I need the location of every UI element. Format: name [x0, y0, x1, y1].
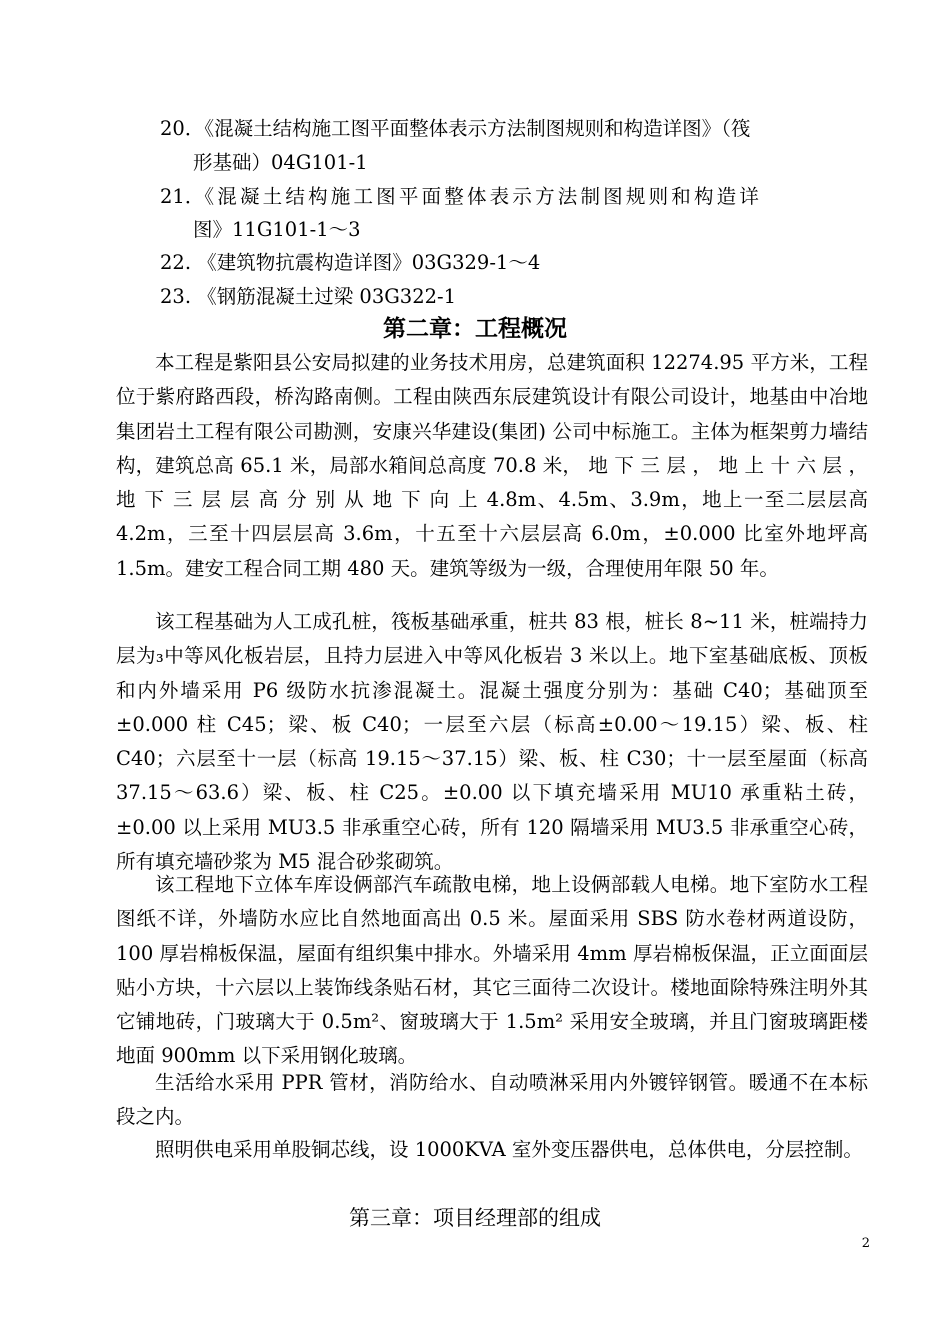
reference-number: 22.: [160, 251, 198, 274]
paragraph-electrical: 照明供电采用单股铜芯线，设 1000KVA 室外变压器供电，总体供电，分层控制。: [155, 1138, 863, 1161]
reference-item-20-continued: 形基础）04G101-1: [193, 151, 368, 174]
page-number: 2: [861, 1236, 870, 1251]
paragraph-waterproofing: 该工程地下立体车库设俩部汽车疏散电梯，地上设俩部载人电梯。地下室防水工程图纸不详，外墙防水应比自然地面高出 0.5 米。屋面采用 SBS 防水卷材两道设防，100 厚岩棉板保温，屋面有组织集中排水。外墙采用 4mm 厚岩棉板保温，正立面面层贴小方块，十六层以上装饰线条贴石材，其它三面待二次设计。楼地面除特殊注明外其它铺地砖，门玻璃大于 0.5m²、窗玻璃大于 1.5m² 采用安全玻璃，并且门窗玻璃距楼地面 900mm 以下采用钢化玻璃。: [116, 873, 868, 1068]
reference-item-23: [160, 280, 870, 314]
reference-number: 20．: [160, 117, 205, 140]
reference-number: 21．: [160, 185, 205, 208]
reference-item-21: [160, 180, 870, 214]
paragraph-foundation: 该工程基础为人工成孔桩，筏板基础承重，桩共 83 根，桩长 8~11 米，桩端持力层为₃中等风化板岩层，且持力层进入中等风化板岩 3 米以上。地下室基础底板、顶板和内外墙采用 P6 级防水抗渗混凝土。混凝土强度分别为：基础 C40；基础顶至±0.000 柱 C45；梁、板 C40；一层至六层（标高±0.00～19.15）梁、板、柱 C40；六层至十一层（标高 19.15～37.15）梁、板、柱 C30；十一层至屋面（标高 37.15～63.6）梁、板、柱 C25。±0.00 以下填充墙采用 MU10 承重粘土砖， ±0.00 以上采用 MU3.5 非承重空心砖，所有 120 隔墙采用 MU3.5 非承重空心砖，所有填充墙砂浆为 M5 混合砂浆砌筑。: [116, 610, 868, 874]
reference-text: 《建筑物抗震构造详图》03G329-1～4: [197, 251, 541, 274]
reference-text: 《混凝土结构施工图平面整体表示方法制图规则和构造详: [204, 185, 763, 208]
reference-number: 23.: [160, 285, 198, 308]
reference-text: 《混凝土结构施工图平面整体表示方法制图规则和构造详图》（筏: [204, 117, 751, 140]
reference-item-21-continued: 图》11G101-1～3: [193, 218, 361, 241]
reference-item-20: [160, 112, 870, 146]
paragraph-project-overview: 本工程是紫阳县公安局拟建的业务技术用房，总建筑面积 12274.95 平方米，工程位于紫府路西段，桥沟路南侧。工程由陕西东辰建筑设计有限公司设计，地基由中冶地集团岩土工程有限公司勘测，安康兴华建设(集团) 公司中标施工。主体为框架剪力墙结构，建筑总高 65.1 米，局部水箱间总高度 70.8 米， 地 下 三 层 ， 地 上 十 六 层 ， 地 下 三 层 层 高 分 别 从 地 下 向 上 4.8m、4.5m、3.9m，地上一至二层层高 4.2m，三至十四层层高 3.6m，十五至十六层层高 6.0m，±0.000 比室外地坪高 1.5m。建安工程合同工期 480 天。建筑等级为一级，合理使用年限 50 年。: [116, 351, 868, 580]
chapter-2-heading: 第二章：工程概况: [383, 315, 567, 342]
reference-text: 《钢筋混凝土过梁 03G322-1: [197, 285, 457, 308]
chapter-3-heading: 第三章：项目经理部的组成: [349, 1206, 601, 1230]
paragraph-water-supply: 生活给水采用 PPR 管材，消防给水、自动喷淋采用内外镀锌钢管。暖通不在本标段之内。: [116, 1071, 868, 1129]
reference-item-22: [160, 246, 870, 280]
